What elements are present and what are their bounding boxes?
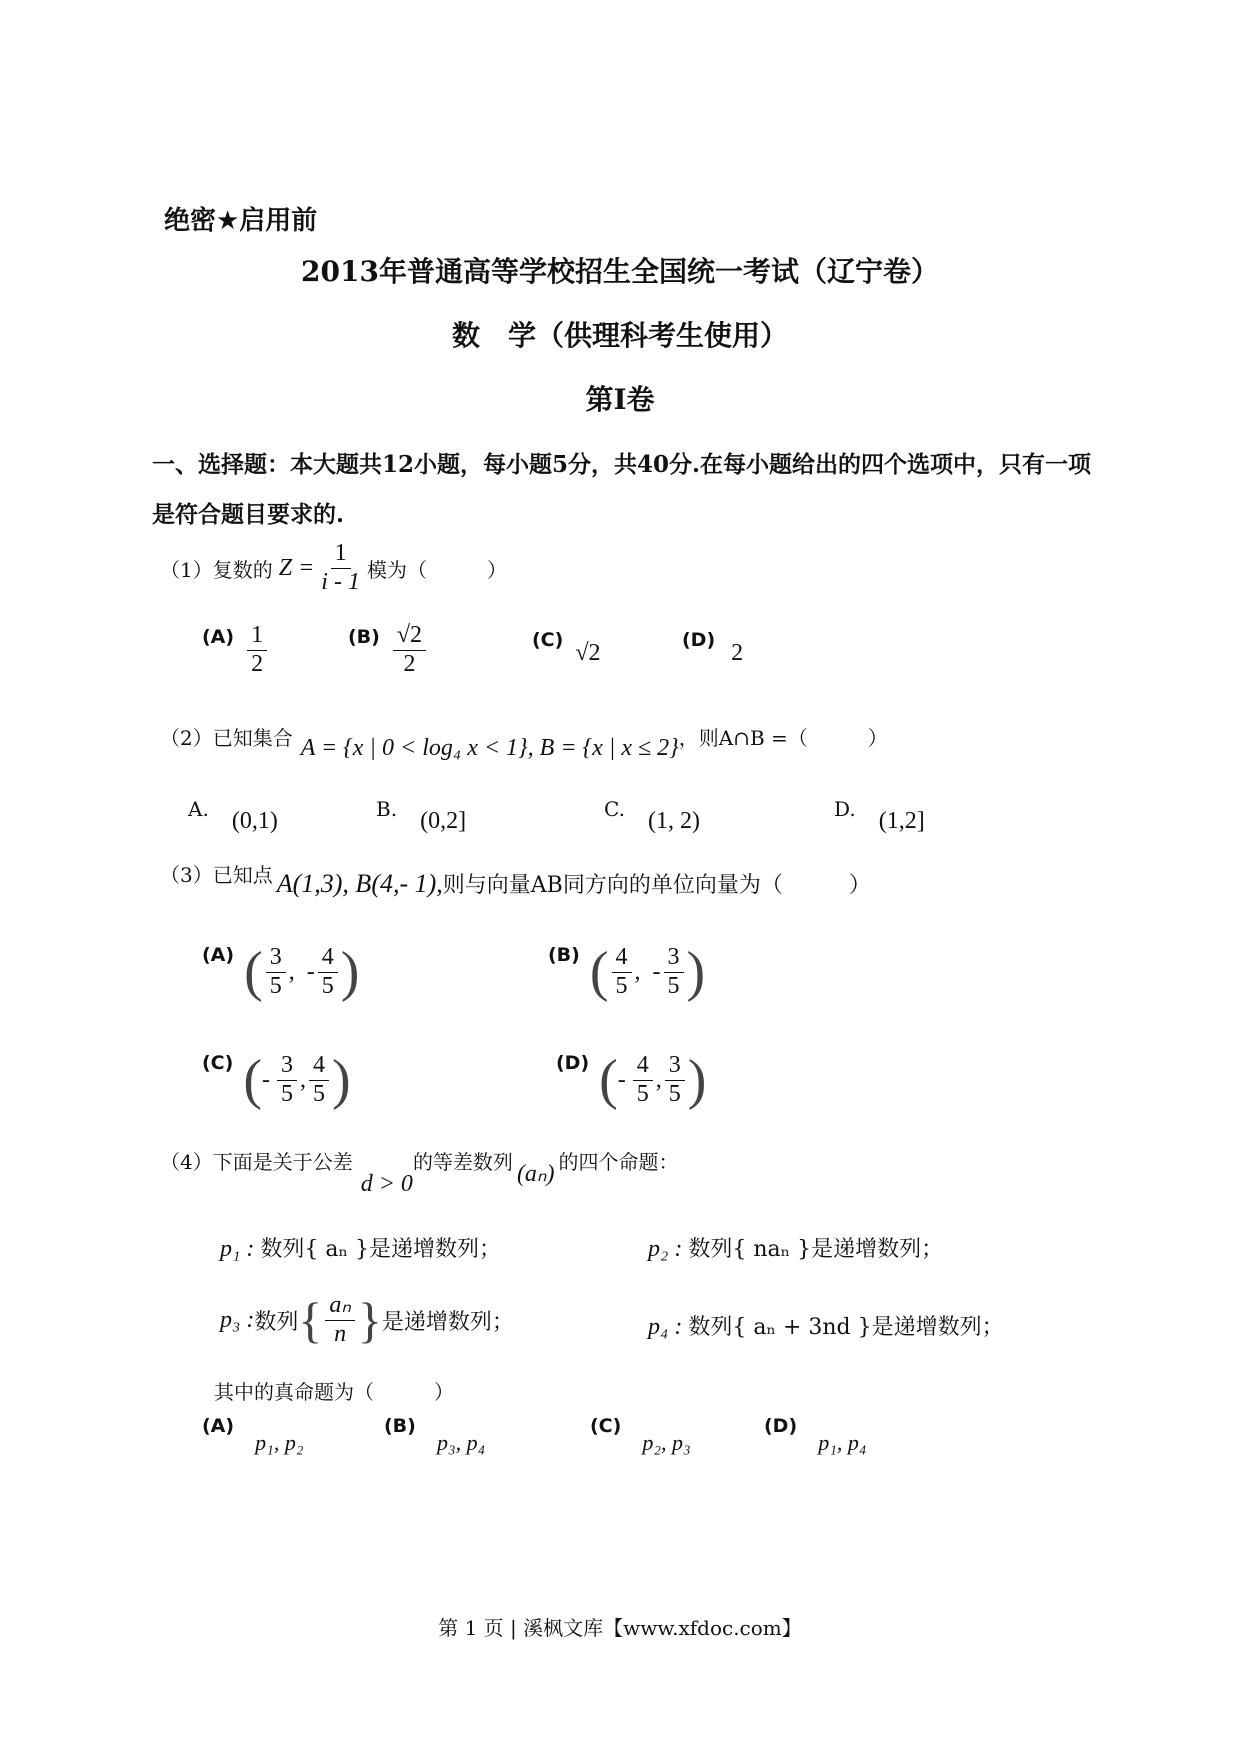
separator: , bbox=[299, 1066, 306, 1093]
left-paren: ( bbox=[244, 941, 263, 1004]
q2-option-d[interactable] bbox=[834, 796, 925, 834]
q1-option-b[interactable] bbox=[348, 622, 429, 678]
option-label: (D) bbox=[764, 1415, 798, 1437]
denominator: n bbox=[334, 1320, 347, 1347]
question-text: 下面是关于公差 bbox=[212, 1150, 353, 1174]
question-number: （3） bbox=[160, 863, 213, 887]
left-paren: ( bbox=[599, 1049, 618, 1112]
volume-title: 第Ⅰ卷 bbox=[585, 383, 655, 416]
option-label: (A) bbox=[202, 1415, 235, 1437]
q4-option-c[interactable] bbox=[590, 1412, 691, 1455]
sign: - bbox=[261, 1066, 270, 1093]
q2-option-b[interactable] bbox=[376, 796, 467, 834]
numerator: 4 bbox=[633, 1052, 653, 1081]
numerator: 3 bbox=[277, 1052, 297, 1081]
fraction bbox=[309, 1052, 329, 1108]
question-number: （1） bbox=[160, 557, 213, 582]
option-value: (0,1) bbox=[231, 808, 278, 834]
fraction bbox=[317, 540, 364, 596]
prop-text: 是递增数列； bbox=[381, 1309, 514, 1335]
fraction bbox=[664, 944, 684, 1000]
set-b: , B = {x | x ≤ 2} bbox=[527, 735, 679, 761]
math-expression: Z = bbox=[278, 554, 315, 581]
numerator: √2 bbox=[393, 622, 426, 651]
right-paren: ) bbox=[331, 1049, 351, 1112]
q3-option-d[interactable] bbox=[556, 1049, 707, 1112]
exam-subtitle: 数 学（供理科考生使用） bbox=[451, 319, 788, 352]
option-label: A. bbox=[188, 797, 209, 821]
question-text: 的四个命题： bbox=[558, 1150, 679, 1174]
q2-option-c[interactable] bbox=[604, 796, 701, 834]
q2-option-a[interactable] bbox=[188, 796, 278, 834]
numerator: 3 bbox=[665, 1052, 685, 1081]
q3-option-b[interactable] bbox=[548, 941, 706, 1004]
option-label: (B) bbox=[384, 1415, 416, 1437]
q3-option-a[interactable] bbox=[202, 941, 360, 1004]
option-value: p₁, p₄ bbox=[818, 1430, 867, 1455]
prop-label: p₃ : bbox=[220, 1306, 255, 1333]
question-text: 已知点 bbox=[212, 863, 273, 887]
fraction bbox=[247, 622, 267, 678]
right-paren: ) bbox=[340, 941, 360, 1004]
sign: - bbox=[652, 958, 661, 985]
fraction bbox=[325, 1292, 355, 1348]
option-label: B. bbox=[376, 797, 398, 821]
sequence: (aₙ) bbox=[516, 1161, 555, 1187]
section-heading: 一、选择题：本大题共12小题，每小题5分，共40分.在每小题给出的四个选项中，只有一项是符合题目要求的. bbox=[152, 451, 1092, 528]
denominator: 5 bbox=[312, 1080, 325, 1107]
question-number: （4） bbox=[160, 1150, 213, 1174]
option-label: D. bbox=[834, 797, 856, 821]
q1-option-d[interactable] bbox=[682, 626, 743, 667]
denominator: 5 bbox=[668, 1080, 681, 1107]
option-label: (C) bbox=[532, 628, 564, 651]
confidential-mark: 绝密★启用前 bbox=[164, 206, 318, 236]
denominator: 5 bbox=[269, 972, 282, 999]
exam-title: 2013年普通高等学校招生全国统一考试（辽宁卷） bbox=[301, 255, 939, 288]
q4-option-b[interactable] bbox=[384, 1412, 486, 1455]
denominator: i - 1 bbox=[321, 568, 360, 595]
prop-text: 数列{ aₙ }是递增数列； bbox=[260, 1237, 501, 1262]
question-3 bbox=[160, 858, 871, 898]
option-label: (D) bbox=[556, 1052, 590, 1075]
option-label: (D) bbox=[682, 628, 716, 651]
denominator: 2 bbox=[403, 650, 416, 677]
option-label: C. bbox=[604, 797, 625, 821]
proposition-p3 bbox=[220, 1292, 514, 1348]
question-2 bbox=[160, 722, 888, 761]
option-label: (A) bbox=[202, 626, 235, 649]
question-number: （2） bbox=[160, 726, 213, 750]
q1-option-c[interactable] bbox=[532, 626, 600, 667]
right-brace: } bbox=[357, 1292, 382, 1349]
fraction bbox=[633, 1052, 653, 1108]
fraction bbox=[318, 944, 338, 1000]
condition: d > 0 bbox=[360, 1171, 413, 1197]
prop-label: p₂ : bbox=[648, 1236, 689, 1262]
fraction bbox=[277, 1052, 297, 1108]
proposition-p2 bbox=[648, 1232, 943, 1263]
option-label: (B) bbox=[548, 944, 580, 967]
fraction bbox=[665, 1052, 685, 1108]
sign: - bbox=[617, 1066, 626, 1093]
option-label: (B) bbox=[348, 626, 380, 649]
q4-option-a[interactable] bbox=[202, 1412, 304, 1455]
denominator: 2 bbox=[251, 650, 264, 677]
fraction bbox=[612, 944, 632, 1000]
separator: , bbox=[655, 1066, 662, 1093]
option-value: (1,2] bbox=[878, 808, 925, 834]
option-value: (0,2] bbox=[420, 808, 467, 834]
option-value: p₂, p₃ bbox=[642, 1430, 691, 1455]
question-text: 则与向量AB同方向的单位向量为（ ） bbox=[442, 873, 871, 898]
proposition-p1 bbox=[220, 1232, 501, 1263]
option-value: (1, 2) bbox=[648, 808, 701, 834]
separator: , bbox=[634, 958, 653, 985]
sign: - bbox=[306, 958, 315, 985]
left-paren: ( bbox=[589, 941, 609, 1004]
q4-option-d[interactable] bbox=[764, 1412, 867, 1455]
q3-option-c[interactable] bbox=[202, 1049, 351, 1112]
option-value: p₃, p₄ bbox=[436, 1430, 486, 1455]
right-paren: ) bbox=[687, 1049, 707, 1112]
proposition-p4 bbox=[648, 1310, 1004, 1341]
numerator: 4 bbox=[318, 944, 338, 973]
prop-text: 数列{ naₙ }是递增数列； bbox=[688, 1237, 944, 1262]
separator: , bbox=[288, 958, 307, 985]
option-value: p₁, p₂ bbox=[255, 1430, 304, 1455]
option-label: (C) bbox=[202, 1052, 234, 1075]
numerator: 1 bbox=[247, 622, 267, 651]
fraction bbox=[266, 944, 286, 1000]
denominator: 5 bbox=[280, 1080, 293, 1107]
numerator: 4 bbox=[309, 1052, 329, 1081]
question-text: ，则A∩B =（ ） bbox=[678, 726, 888, 750]
option-value: √2 bbox=[575, 640, 601, 666]
question-text: 已知集合 bbox=[212, 726, 293, 750]
right-paren: ) bbox=[686, 941, 706, 1004]
prop-text: 数列 bbox=[254, 1309, 299, 1335]
left-brace: { bbox=[298, 1292, 323, 1349]
prop-label: p₄ : bbox=[648, 1314, 689, 1340]
denominator: 5 bbox=[321, 972, 334, 999]
fraction bbox=[393, 622, 426, 678]
denominator: 5 bbox=[667, 972, 680, 999]
question-1 bbox=[160, 540, 507, 596]
numerator: 3 bbox=[266, 944, 286, 973]
denominator: 5 bbox=[615, 972, 628, 999]
option-label: (C) bbox=[590, 1415, 622, 1437]
numerator: 4 bbox=[612, 944, 632, 973]
option-value: 2 bbox=[731, 640, 744, 666]
points: A(1,3), B(4,- 1), bbox=[276, 869, 443, 898]
question-4 bbox=[160, 1146, 679, 1197]
question-text: 模为（ ） bbox=[366, 557, 507, 582]
set-a: A = {x | 0 < log₄ x < 1} bbox=[300, 735, 528, 761]
prop-text: 数列{ aₙ + 3nd }是递增数列； bbox=[688, 1315, 1004, 1340]
question-text: 的等差数列 bbox=[412, 1150, 513, 1174]
left-paren: ( bbox=[243, 1049, 262, 1112]
prop-label: p₁ : bbox=[220, 1236, 261, 1262]
question-text: 复数的 bbox=[212, 557, 273, 582]
q1-option-a[interactable] bbox=[202, 622, 270, 678]
numerator: aₙ bbox=[325, 1292, 355, 1321]
denominator: 5 bbox=[636, 1080, 649, 1107]
page-footer: 第 1 页 | 溪枫文库【www.xfdoc.com】 bbox=[438, 1616, 802, 1640]
numerator: 3 bbox=[664, 944, 684, 973]
option-label: (A) bbox=[202, 944, 235, 967]
numerator: 1 bbox=[331, 540, 351, 569]
question-4-ask: 其中的真命题为（ ） bbox=[214, 1380, 454, 1404]
